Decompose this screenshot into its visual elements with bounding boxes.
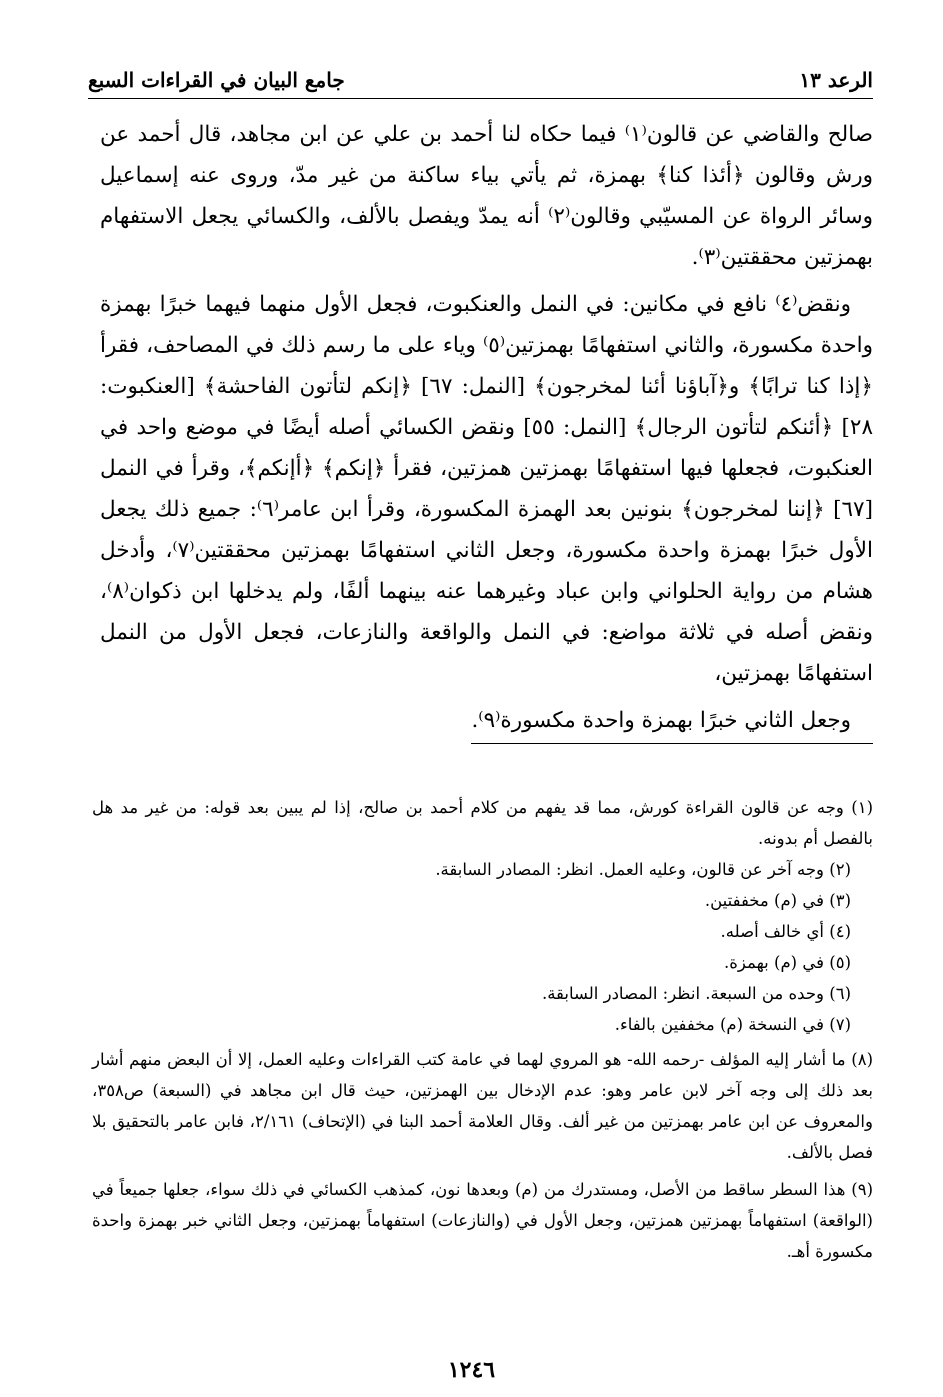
page-number: ١٢٤٦ [447, 1357, 496, 1383]
footnote-4: (٤) أي خالف أصله. [720, 922, 851, 941]
paragraph-1: صالح والقاضي عن قالون⁽١⁾ فيما حكاه لنا أحمد بن علي عن ابن مجاهد، قال أحمد عن ورش وقالون ﴿أئذا كنا﴾ بهمزة، ثم يأتي بياء ساكنة من غير مدّ، وروى عنه إسماعيل وسائر الرواة عن المسيّبي وقالون⁽٢⁾ أنه يمدّ ويفصل بالألف، والكسائي يجعل الاستفهام بهمزتين محققتين⁽٣⁾. [100, 122, 874, 270]
header-chapter: الرعد ١٣ [799, 68, 873, 92]
footnotes [92, 792, 873, 1267]
footnote-2: (٢) وجه آخر عن قالون، وعليه العمل. انظر: المصادر السابقة. [435, 860, 851, 879]
footnote-6: (٦) وحده من السبعة. انظر: المصادر السابقة. [541, 984, 851, 1003]
paragraph-2: ونقض⁽٤⁾ نافع في مكانين: في النمل والعنكبوت، فجعل الأول منهما فيهما خبرًا بهمزة واحدة مكسورة، والثاني استفهامًا بهمزتين⁽٥⁾ وياء على ما رسم ذلك في المصاحف، فقرأ ﴿إذا كنا ترابًا﴾ و﴿آباؤنا أئنا لمخرجون﴾ [النمل: ٦٧] ﴿إنكم لتأتون الفاحشة﴾ [العنكبوت: ٢٨] ﴿أئنكم لتأتون الرجال﴾ [النمل: ٥٥] ونقض الكسائي أصله أيضًا في موضع واحد في العنكبوت، فجعلها فيها استفهامًا بهمزتين همزتين، فقرأ ﴿إنكم﴾ ﴿أإنكم﴾، وقرأ في النمل [٦٧] ﴿إننا لمخرجون﴾ بنونين بعد الهمزة المكسورة، وقرأ ابن عامر⁽٦⁾: جميع ذلك يجعل الأول خبرًا بهمزة واحدة مكسورة، وجعل الثاني استفهامًا بهمزتين محققتين⁽٧⁾، وأدخل هشام من رواية الحلواني وابن عباد وغيرهما عنه بينهما ألفًا، ولم يدخلها ابن ذكوان⁽٨⁾، ونقض أصله في ثلاثة مواضع: في النمل والواقعة والنازعات، فجعل الأول من النمل استفهامًا بهمزتين، [100, 292, 874, 686]
main-text [100, 114, 873, 744]
footnote-3: (٣) في (م) مخففتين. [704, 891, 851, 910]
running-header [88, 62, 873, 99]
header-book-title: جامع البيان في القراءات السبع [88, 68, 345, 92]
footnote-8: (٨) ما أشار إليه المؤلف -رحمه الله- هو المروي لهما في عامة كتب القراءات وعليه العمل، إلا أن البعض منهم أشار بعد ذلك إلى وجه آخر لابن عامر وهو: عدم الإدخال بين الهمزتين، حيث قال ابن مجاهد في (السبعة) ص٣٥٨، والمعروف عن ابن عامر بهمزتين من غير ألف. وقال العلامة أحمد البنا في (الإتحاف) ٢/١٦١، فابن عامر بالتحقيق بلا فصل بالألف. [92, 1050, 873, 1162]
footnote-5: (٥) في (م) بهمزة. [724, 953, 851, 972]
paragraph-3: وجعل الثاني خبرًا بهمزة واحدة مكسورة⁽٩⁾. [471, 700, 873, 744]
footnote-9: (٩) هذا السطر ساقط من الأصل، ومستدرك من (م) وبعدها نون، كمذهب الكسائي في ذلك سواء، جعلها جميعاً في (الواقعة) استفهاماً بهمزتين همزتين، وجعل الأول في (والنازعات) استفهاماً بهمزتين، وجعل الثاني خبر بهمزة واحدة مكسورة أهـ. [92, 1180, 873, 1261]
footnote-7: (٧) في النسخة (م) مخففين بالفاء. [614, 1015, 851, 1034]
footnote-1: (١) وجه عن قالون القراءة كورش، مما قد يفهم من كلام أحمد بن صالح، إذا لم يبين بعد قوله: من غير مد هل بالفصل أم بدونه. [92, 798, 873, 848]
